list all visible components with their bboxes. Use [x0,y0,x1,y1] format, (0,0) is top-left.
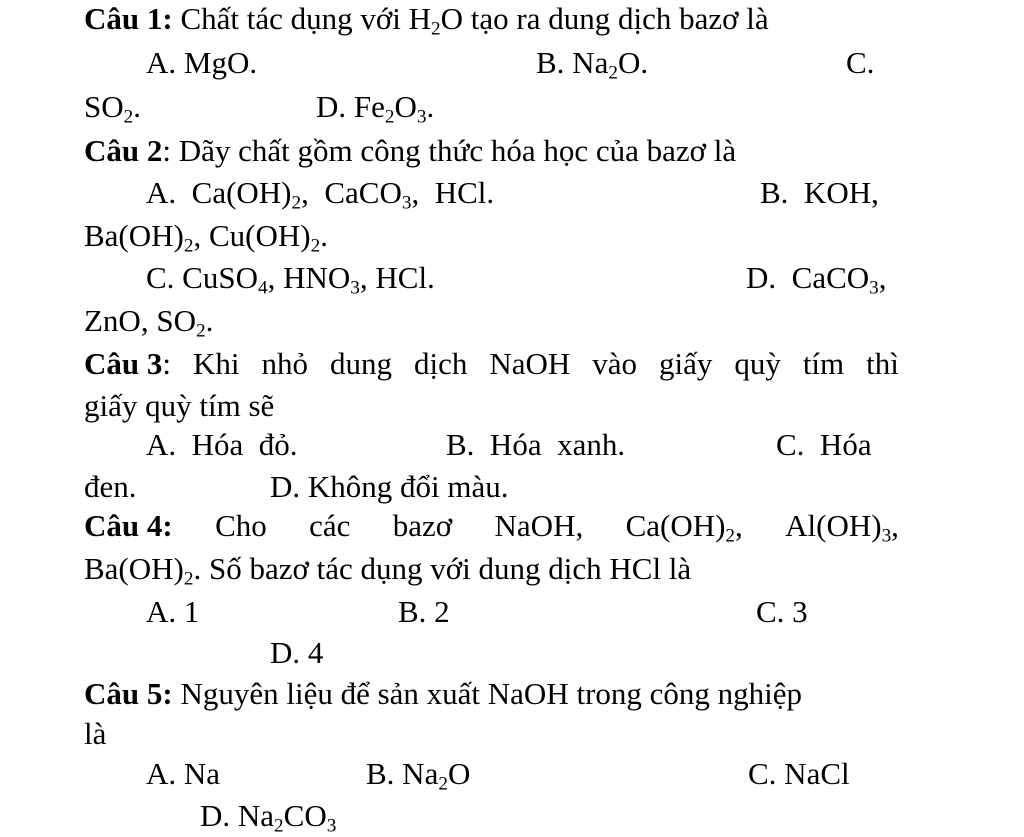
question-2-label: Câu 2 [84,133,163,168]
question-4-option-d: D. 4 [270,635,324,670]
question-2-option-d-part-1: D. CaCO$_3$, [746,260,887,299]
question-2-option-a: A. $Ca(OH)_2$, CaCO$_3$, HCl. [146,175,495,214]
question-5-option-c: C. NaCl [748,756,850,791]
question-2-prompt: : Dãy chất gồm công thức hóa học của bazơ là [162,133,737,168]
question-3-line-1: Câu 3: Khi nhỏ dung dịch NaOH vào giấy quỳ tím thì [84,346,899,381]
question-2-line-1 [84,135,736,166]
question-5-option-b: B. $Na_2O$ [366,756,471,795]
question-3-option-c-part-2: đen. [84,469,137,504]
question-1-option-c-letter: C. [846,45,875,80]
question-2-option-b-part-2: $Ba(OH)_2$, $Cu(OH)_2$. [84,218,328,257]
question-5-line-2: là [84,716,107,751]
question-2-option-d-part-2: ZnO, $SO_2$. [84,303,214,342]
question-1-line-1 [84,1,769,40]
question-5-prompt-part-1: Nguyên liệu để sản xuất NaOH trong công nghiệp [180,676,803,711]
question-3-option-c-part-1: C. Hóa [776,427,872,462]
question-1-prompt: Chất tác dụng với $H_2O$ tạo ra dung dịch bazơ là [180,1,769,40]
question-4-option-c: C. 3 [756,594,808,629]
question-1-option-c-value: $SO_2$. [84,89,141,128]
question-3-option-d: D. Không đổi màu. [270,469,509,504]
question-3-option-b: B. Hóa xanh. [446,427,626,462]
question-4-line-2: $Ba(OH)_2$. Số bazơ tác dụng với dung dịch HCl là [84,551,692,590]
question-4-option-b: B. 2 [398,594,450,629]
question-2-option-c: C. CuSO$_4$, $HNO_3$, HCl. [146,260,435,299]
question-4-line-1: Câu 4: Cho các bazơ NaOH, $Ca(OH)_2$, $Al(OH)_3$, [84,508,899,547]
question-3-line-2: giấy quỳ tím sẽ [84,388,275,423]
question-1-label: Câu 1: [84,1,173,36]
question-2-option-b-part-1: B. KOH, [760,175,879,210]
question-5-option-a: A. Na [146,756,221,791]
question-1-option-a: A. MgO. [146,45,258,80]
question-5-option-d: D. $Na_2CO_3$ [200,798,337,837]
question-5-line-1 [84,678,802,709]
question-1-option-b: B. $Na_2O$. [536,45,649,84]
question-1-option-d: D. $Fe_2O_3$. [316,89,435,128]
question-5-label: Câu 5: [84,676,173,711]
question-4-option-a: A. 1 [146,594,200,629]
question-3-option-a: A. Hóa đỏ. [146,427,298,462]
